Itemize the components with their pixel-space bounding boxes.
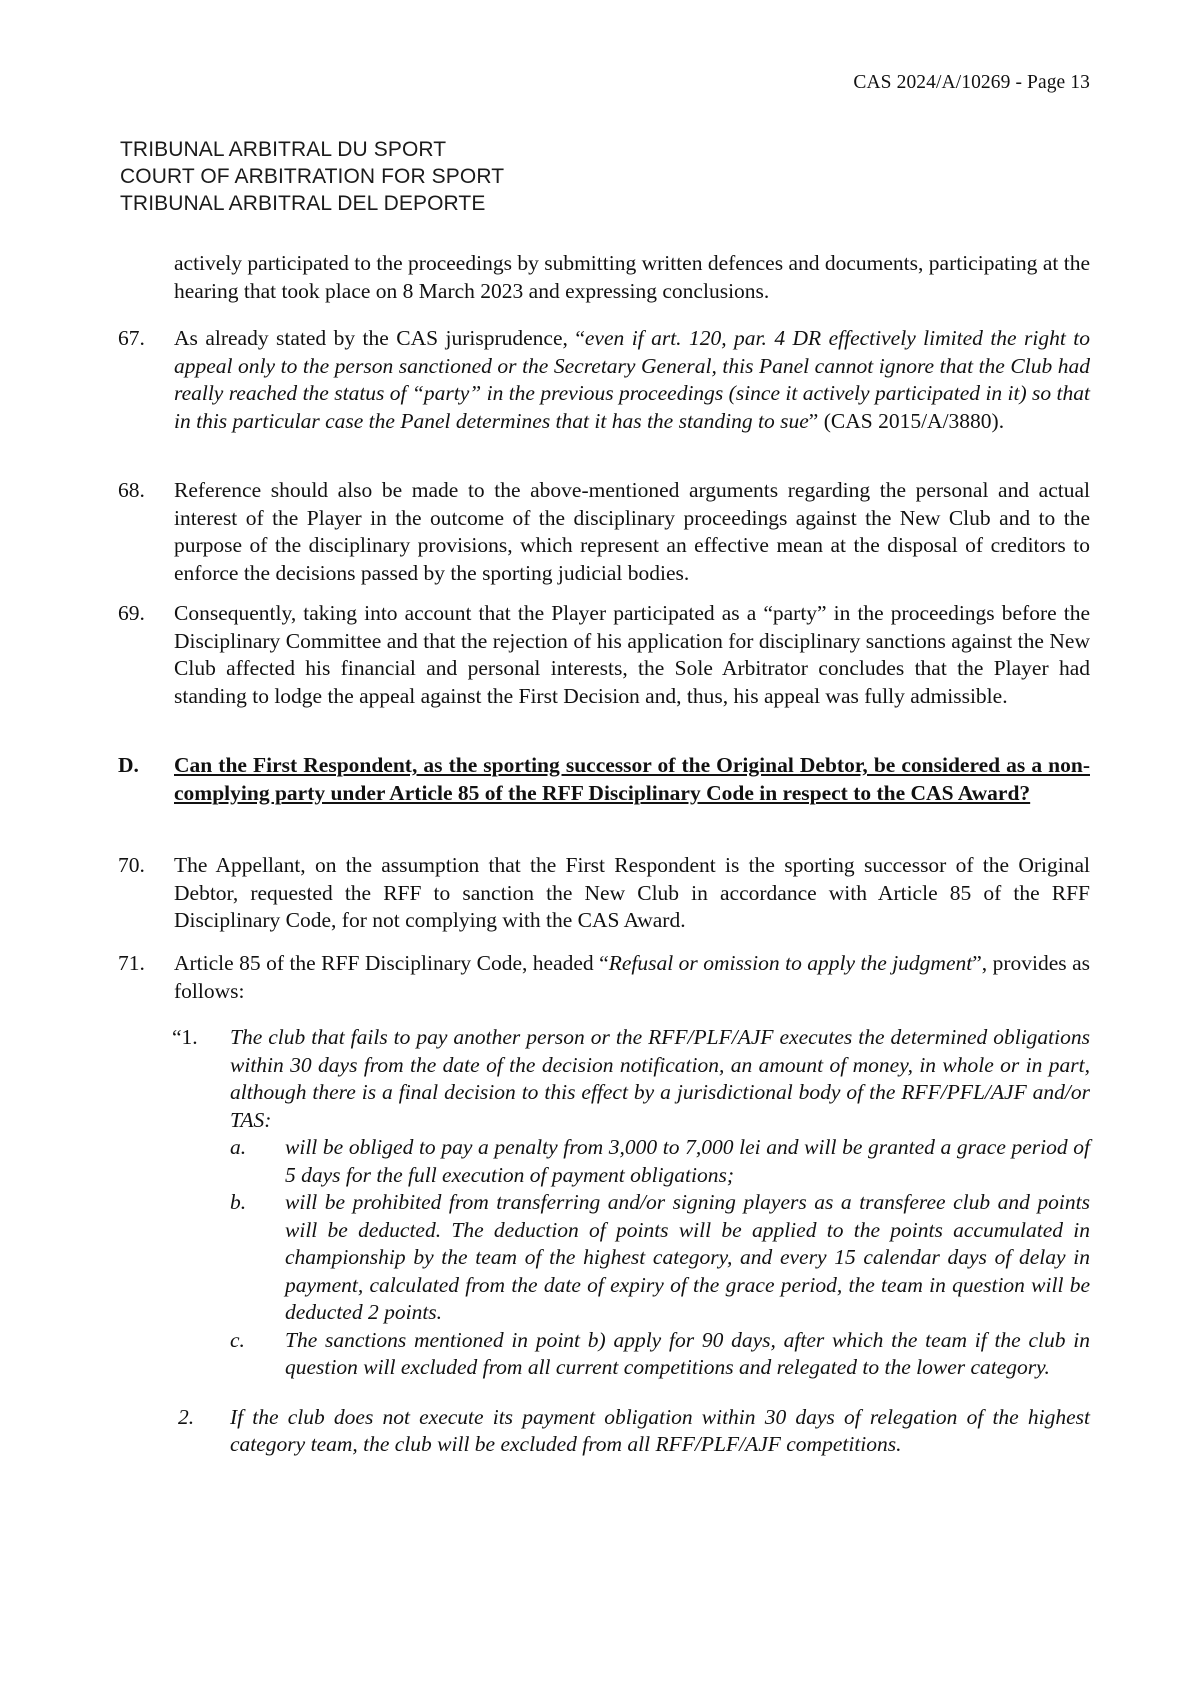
quote-text: The club that fails to pay another person or the RFF/PLF/AJF executes the determined obligations within 30 days from the date of the decision notification, an amount of money, in whole or in part, although there is a final decision to this effect by a jurisdictional body of the RFF/PFL/AJF and/or TAS:: [230, 1025, 1090, 1132]
subpoint-text: The sanctions mentioned in point b) apply for 90 days, after which the team if the club in question will excluded from all current competitions and relegated to the lower category.: [285, 1327, 1090, 1379]
article-heading: Refusal or omission to apply the judgment: [608, 951, 973, 975]
section-d-heading: [118, 752, 1090, 807]
paragraph-number: 71.: [118, 951, 145, 975]
quote-number: 2.: [178, 1404, 195, 1429]
logo-line-spanish: TRIBUNAL ARBITRAL DEL DEPORTE: [120, 192, 486, 215]
quote-text: If the club does not execute its payment obligation within 30 days of relegation of the highest category team, the club will be excluded from all RFF/PLF/AJF competitions.: [230, 1404, 1090, 1456]
paragraph-number: 68.: [118, 478, 145, 502]
paragraph-68: [118, 477, 1090, 587]
section-title: Can the First Respondent, as the sporting successor of the Original Debtor, be considered as a non-complying party under Article 85 of the RFF Disciplinary Code in respect to the CAS Award?: [174, 753, 1090, 805]
paragraph-text: Reference should also be made to the above-mentioned arguments regarding the personal and actual interest of the Player in the outcome of the disciplinary proceedings against the New Club and to the purpose of the disciplinary provisions, which represent an effective mean at the disposal of creditors to enforce the decisions passed by the sporting judicial bodies.: [174, 478, 1090, 585]
paragraph-number: 69.: [118, 601, 145, 625]
tribunal-logo-text: [120, 136, 504, 217]
paragraph-69: [118, 600, 1090, 710]
paragraph-tail: ”, provides as follows:: [174, 951, 1090, 1003]
logo-line-english: COURT OF ARBITRATION FOR SPORT: [120, 165, 505, 188]
subpoint-label: a.: [230, 1135, 247, 1159]
quote-subpoint-c: [174, 1327, 1090, 1382]
continuation-text: actively participated to the proceedings by submitting written defences and documents, participating at the hearing that took place on 8 March 2023 and expressing conclusions.: [174, 251, 1090, 303]
paragraph-71: [118, 950, 1090, 1005]
quote-number: “1.: [172, 1025, 198, 1049]
quote-subpoint-a: [174, 1134, 1090, 1189]
subpoint-label: c.: [230, 1327, 245, 1352]
logo-line-french: TRIBUNAL ARBITRAL DU SPORT: [120, 138, 447, 161]
page-reference: CAS 2024/A/10269 - Page 13: [853, 72, 1090, 93]
quote-subpoint-b: [174, 1189, 1090, 1327]
paragraph-67: [118, 325, 1090, 435]
cas-quotation: even if art. 120, par. 4 DR effectively limited the right to appeal only to the person sanctioned or the Secretary General, this Panel cannot ignore that the Club had really reached the status of “party” in the previous proceedings (since it actively participated in it) so that in this particular case the Panel determines that it has the standing to sue: [174, 326, 1090, 433]
quote-point-1: [174, 1024, 1090, 1134]
article-85-quotation: [174, 1024, 1090, 1459]
paragraph-70: [118, 852, 1090, 935]
paragraph-lead: Article 85 of the RFF Disciplinary Code, headed “: [174, 951, 609, 975]
section-letter: D.: [118, 753, 139, 777]
subpoint-text: will be prohibited from transferring and/or signing players as a transferee club and points will be deducted. The deduction of points will be applied to the points accumulated in championship by the team of the highest category, and every 15 calendar days of delay in payment, calculated from the date of expiry of the grace period, the team in question will be deducted 2 points.: [285, 1190, 1090, 1324]
continuation-paragraph: [118, 250, 1090, 305]
paragraph-number: 67.: [118, 326, 145, 350]
paragraph-text: The Appellant, on the assumption that the First Respondent is the sporting successor of the Original Debtor, requested the RFF to sanction the New Club in accordance with Article 85 of the RFF Disciplinary Code, for not complying with the CAS Award.: [174, 853, 1090, 932]
paragraph-text: Consequently, taking into account that the Player participated as a “party” in the proceedings before the Disciplinary Committee and that the rejection of his application for disciplinary sanctions against the New Club affected his financial and personal interests, the Sole Arbitrator concludes that the Player had standing to lodge the appeal against the First Decision and, thus, his appeal was fully admissible.: [174, 601, 1090, 708]
subpoint-text: will be obliged to pay a penalty from 3,000 to 7,000 lei and will be granted a grace period of 5 days for the full execution of payment obligations;: [285, 1135, 1090, 1187]
paragraph-number: 70.: [118, 853, 145, 877]
paragraph-lead: As already stated by the CAS jurisprudence, “: [174, 326, 585, 350]
paragraph-citation: ” (CAS 2015/A/3880).: [808, 408, 1005, 433]
quote-point-2: [174, 1404, 1090, 1459]
subpoint-label: b.: [230, 1190, 247, 1214]
